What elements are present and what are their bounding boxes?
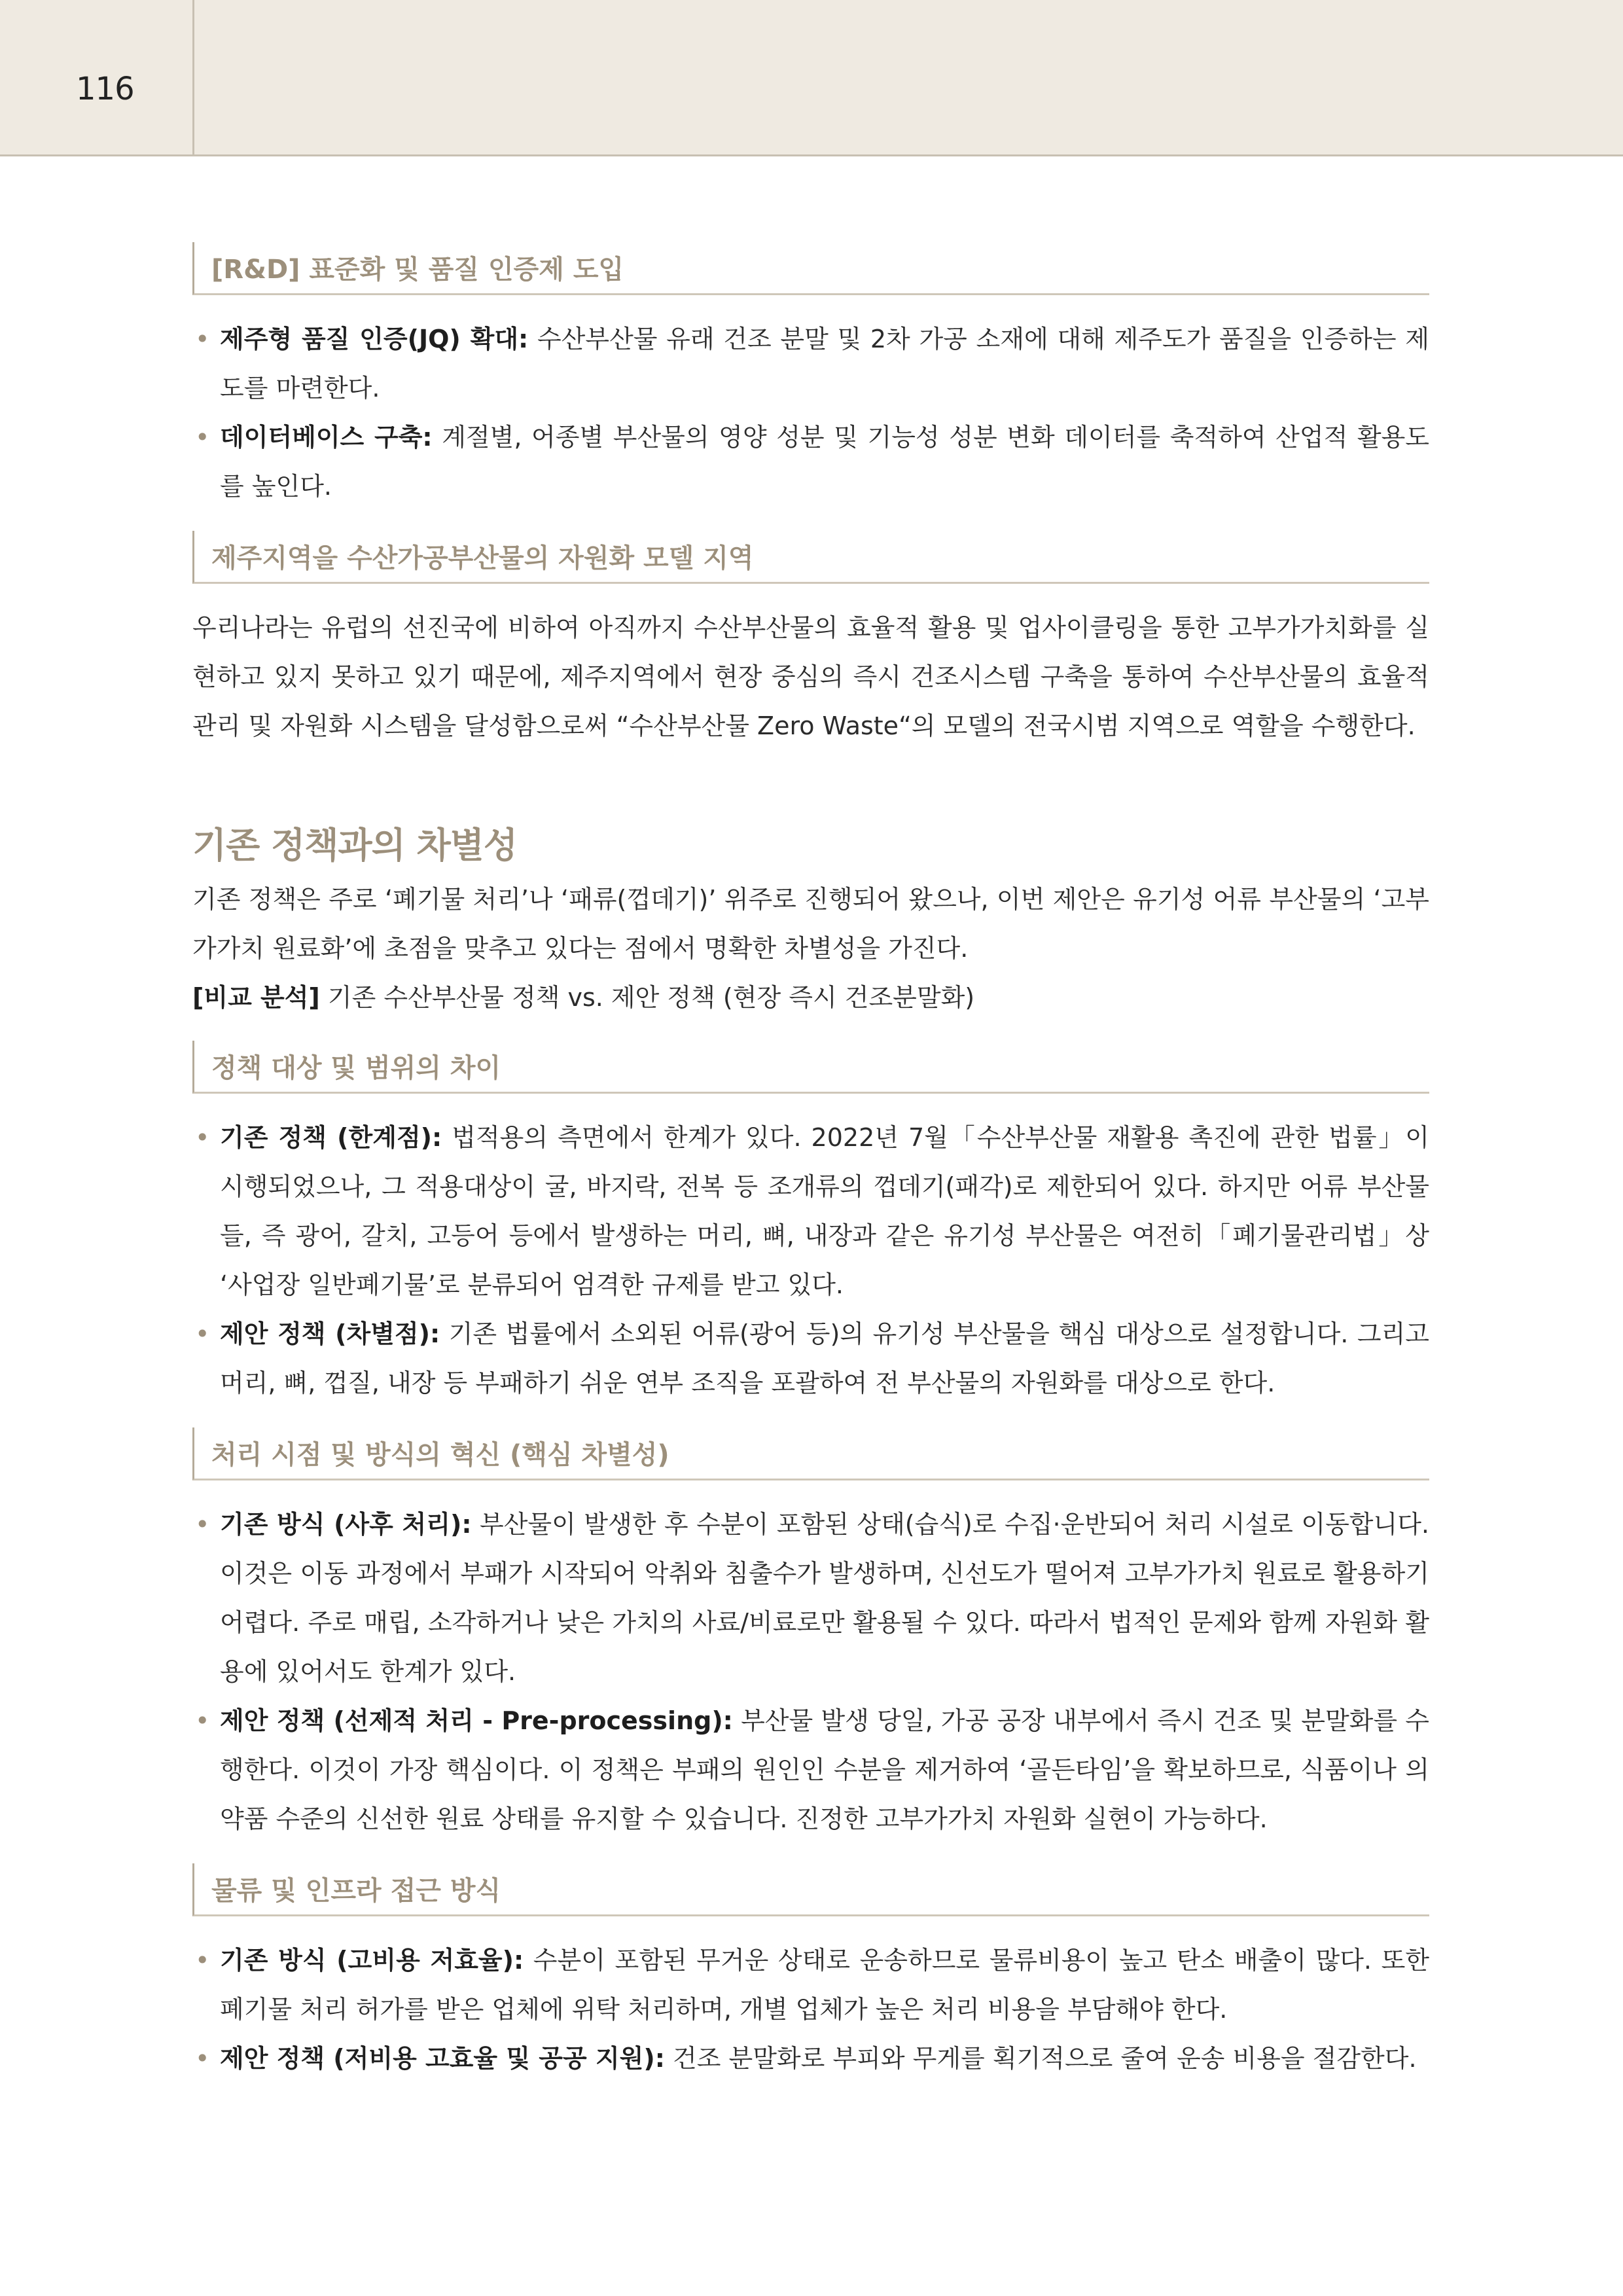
section-heading-jeju-model: 제주지역을 수산가공부산물의 자원화 모델 지역: [192, 531, 1429, 584]
bullet-dot-icon: •: [195, 1123, 210, 1152]
bullet-lead: 기존 방식 (고비용 저효율):: [220, 1946, 524, 1975]
page-number: 116: [76, 71, 134, 107]
list-item: [192, 1936, 1429, 2034]
bullet-text: [220, 1113, 1429, 1310]
bullet-lead: 기존 정책 (한계점):: [220, 1123, 442, 1152]
bullet-text: [220, 1310, 1429, 1408]
section-heading-processing-innovation: 처리 시점 및 방식의 혁신 (핵심 차별성): [192, 1427, 1429, 1480]
bullet-dot-icon: •: [195, 423, 210, 452]
comparison-lead: [비교 분석]: [192, 983, 320, 1012]
list-item: [192, 1310, 1429, 1408]
list-item: [192, 315, 1429, 413]
bullet-text: [220, 1936, 1429, 2034]
target-scope-bullet-list: [192, 1113, 1429, 1408]
bullet-lead: 제안 정책 (차별점):: [220, 1319, 440, 1348]
bullet-body: 계절별, 어종별 부산물의 영양 성분 및 기능성 성분 변화 데이터를 축적하여 산업적 활용도를 높인다.: [220, 423, 1429, 501]
list-item: [192, 1500, 1429, 1696]
processing-bullet-list: [192, 1500, 1429, 1844]
comparison-line: [192, 973, 1429, 1022]
bullet-dot-icon: •: [195, 1319, 210, 1348]
bullet-text: [220, 315, 1429, 413]
bullet-dot-icon: •: [195, 1946, 210, 1975]
bullet-body: 법적용의 측면에서 한계가 있다. 2022년 7월「수산부산물 재활용 촉진에 관한 법률」이 시행되었으나, 그 적용대상이 굴, 바지락, 전복 등 조개류의 껍데기(패각)로 제한되어 있다. 하지만 어류 부산물들, 즉 광어, 갈치, 고등어 등에서 발생하는 머리, 뼈, 내장과 같은 유기성 부산물은 여전히「폐기물관리법」상 ‘사업장 일반폐기물’로 분류되어 엄격한 규제를 받고 있다.: [220, 1123, 1429, 1299]
bullet-lead: 기존 방식 (사후 처리):: [220, 1510, 472, 1539]
bullet-dot-icon: •: [195, 1510, 210, 1539]
bullet-dot-icon: •: [195, 2044, 210, 2073]
bullet-dot-icon: •: [195, 325, 210, 353]
logistics-bullet-list: [192, 1936, 1429, 2083]
jeju-model-paragraph: 우리나라는 유럽의 선진국에 비하여 아직까지 수산부산물의 효율적 활용 및 업사이클링을 통한 고부가가치화를 실현하고 있지 못하고 있기 때문에, 제주지역에서 현장 중심의 즉시 건조시스템 구축을 통하여 수산부산물의 효율적 관리 및 자원화 시스템을 달성함으로써 “수산부산물 Zero Waste“의 모델의 전국시범 지역으로 역할을 수행한다.: [192, 613, 1429, 740]
bullet-body: 기존 법률에서 소외된 어류(광어 등)의 유기성 부산물을 핵심 대상으로 설정합니다. 그리고 머리, 뼈, 껍질, 내장 등 부패하기 쉬운 연부 조직을 포괄하여 전 부산물의 자원화를 대상으로 한다.: [220, 1319, 1429, 1397]
header-divider: [192, 0, 194, 154]
list-item: [192, 413, 1429, 511]
section-heading-rnd: [R&D] 표준화 및 품질 인증제 도입: [192, 242, 1429, 295]
bullet-lead: 제안 정책 (저비용 고효율 및 공공 지원):: [220, 2044, 665, 2073]
differentiation-intro: 기존 정책은 주로 ‘폐기물 처리’나 ‘패류(껍데기)’ 위주로 진행되어 왔으나, 이번 제안은 유기성 어류 부산물의 ‘고부가가치 원료화’에 초점을 맞추고 있다는 점에서 명확한 차별성을 가진다.: [192, 885, 1429, 963]
section-heading-logistics: 물류 및 인프라 접근 방식: [192, 1863, 1429, 1916]
bullet-lead: 제주형 품질 인증(JQ) 확대:: [220, 325, 529, 353]
bullet-body: 수분이 포함된 무거운 상태로 운송하므로 물류비용이 높고 탄소 배출이 많다. 또한 폐기물 처리 허가를 받은 업체에 위탁 처리하며, 개별 업체가 높은 처리 비용을 부담해야 한다.: [220, 1946, 1429, 2024]
bullet-lead: 데이터베이스 구축:: [220, 423, 433, 452]
comparison-text: 기존 수산부산물 정책 vs. 제안 정책 (현장 즉시 건조분말화): [319, 983, 975, 1012]
bullet-text: [220, 413, 1429, 511]
bullet-text: [220, 1500, 1429, 1696]
list-item: [192, 1113, 1429, 1310]
bullet-body: 건조 분말화로 부피와 무게를 획기적으로 줄여 운송 비용을 절감한다.: [664, 2044, 1417, 2073]
list-item: [192, 1696, 1429, 1844]
bullet-text: [220, 1696, 1429, 1844]
page-header: [0, 0, 1623, 156]
list-item: [192, 2034, 1429, 2083]
section-heading-target-scope: 정책 대상 및 범위의 차이: [192, 1041, 1429, 1094]
page-content: [192, 242, 1429, 2103]
bullet-dot-icon: •: [195, 1706, 210, 1735]
section-title-differentiation: 기존 정책과의 차별성: [192, 825, 518, 866]
bullet-body: 부산물이 발생한 후 수분이 포함된 상태(습식)로 수집·운반되어 처리 시설로 이동합니다. 이것은 이동 과정에서 부패가 시작되어 악취와 침출수가 발생하며, 신선도가 떨어져 고부가가치 원료로 활용하기 어렵다. 주로 매립, 소각하거나 낮은 가치의 사료/비료로만 활용될 수 있다. 따라서 법적인 문제와 함께 자원화 활용에 있어서도 한계가 있다.: [220, 1510, 1429, 1686]
bullet-lead: 제안 정책 (선제적 처리 - Pre-processing):: [220, 1706, 733, 1735]
bullet-body: 부산물 발생 당일, 가공 공장 내부에서 즉시 건조 및 분말화를 수행한다. 이것이 가장 핵심이다. 이 정책은 부패의 원인인 수분을 제거하여 ‘골든타임’을 확보하므로, 식품이나 의약품 수준의 신선한 원료 상태를 유지할 수 있습니다. 진정한 고부가가치 자원화 실현이 가능하다.: [220, 1706, 1430, 1833]
rnd-bullet-list: [192, 315, 1429, 511]
bullet-text: [220, 2034, 1429, 2083]
bullet-body: 수산부산물 유래 건조 분말 및 2차 가공 소재에 대해 제주도가 품질을 인증하는 제도를 마련한다.: [220, 325, 1430, 403]
